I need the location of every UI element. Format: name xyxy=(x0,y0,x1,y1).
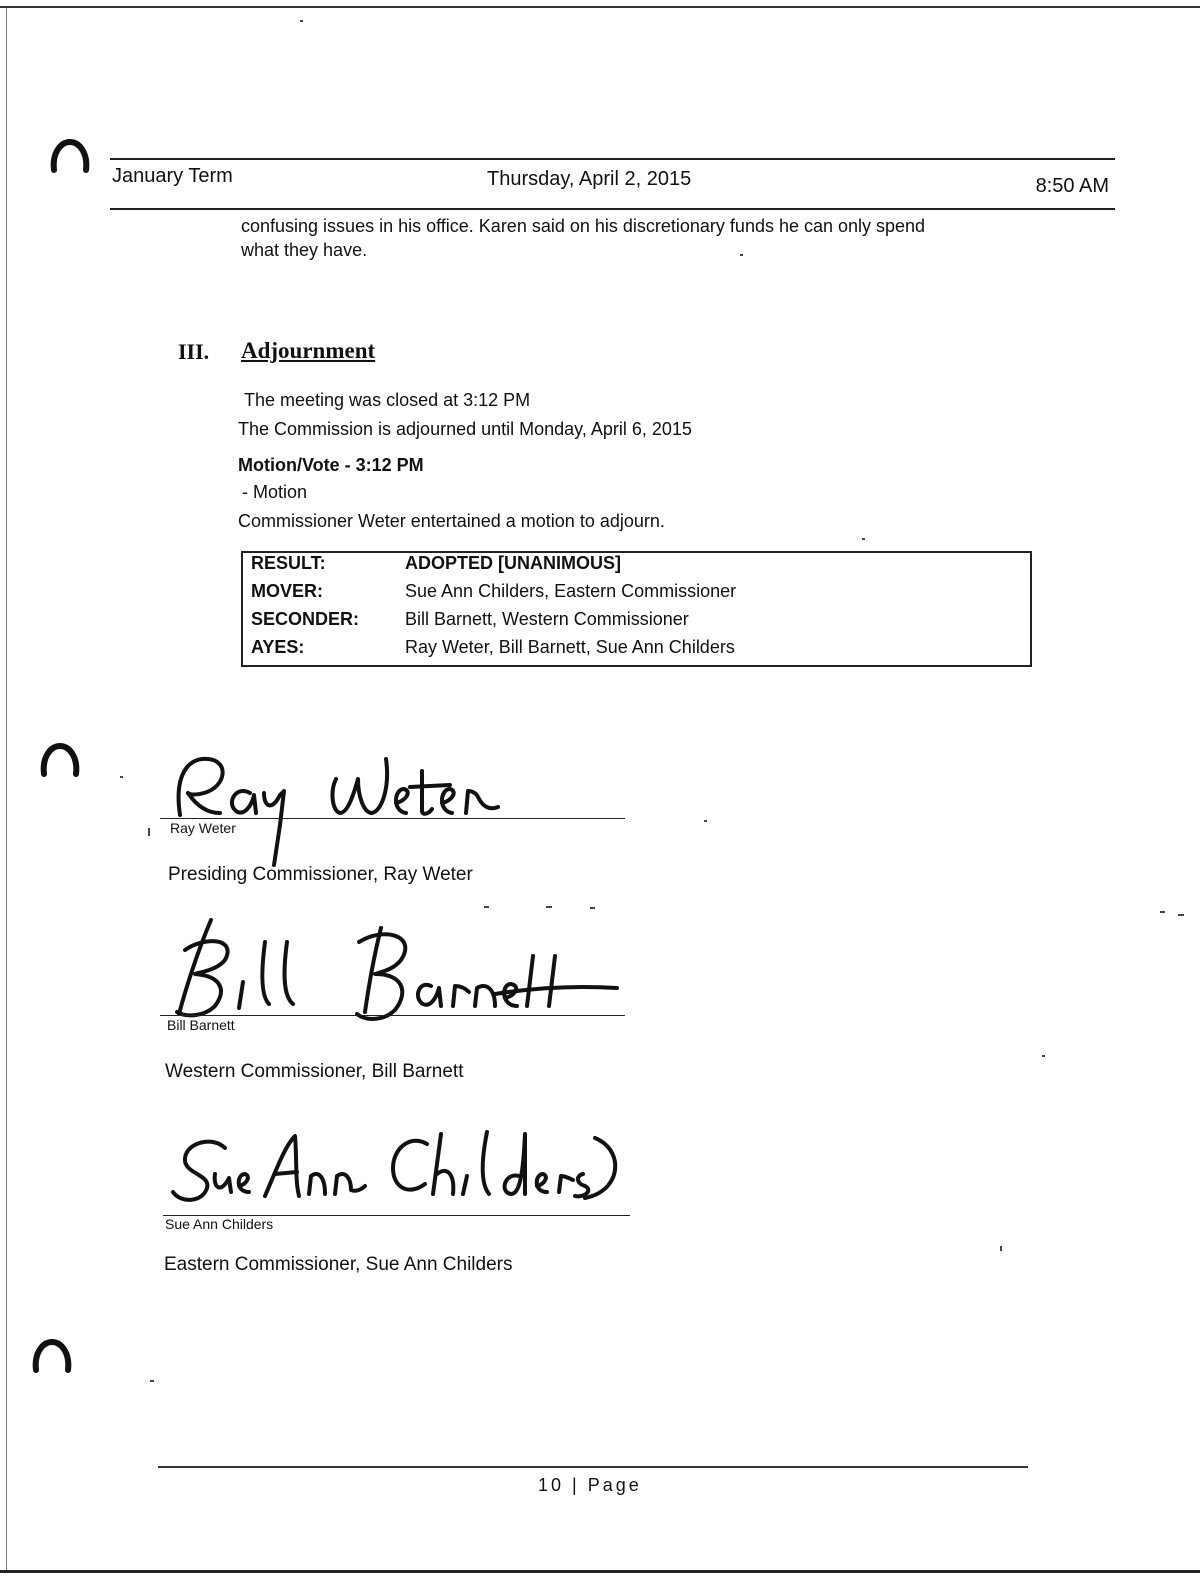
meeting-closed-text: The meeting was closed at 3:12 PM xyxy=(244,390,531,410)
vote-label: MOVER: xyxy=(251,581,323,601)
punch-hole-icon xyxy=(30,1336,74,1380)
vote-value: Sue Ann Childers, Eastern Commissioner xyxy=(405,581,737,601)
signature-line xyxy=(160,818,625,819)
page-top-edge xyxy=(0,6,1200,8)
signer-name: Sue Ann Childers xyxy=(165,1216,274,1232)
scan-speck xyxy=(740,254,743,256)
vote-label: AYES: xyxy=(251,637,305,657)
signature-sue-ann-childers xyxy=(165,1118,625,1218)
scan-speck xyxy=(150,1380,154,1382)
scan-speck xyxy=(120,776,123,778)
scan-speck xyxy=(1178,914,1184,916)
motion-sub-label: - Motion xyxy=(242,482,308,502)
header-term: January Term xyxy=(112,165,233,187)
page-number: 10 | Page xyxy=(538,1475,642,1495)
adjourned-until-text: The Commission is adjourned until Monday, April 6, 2015 xyxy=(238,419,692,439)
punch-hole-icon xyxy=(38,740,82,784)
header-date: Thursday, April 2, 2015 xyxy=(487,168,692,190)
vote-value: Bill Barnett, Western Commissioner xyxy=(405,609,689,629)
signer-name: Bill Barnett xyxy=(167,1017,235,1033)
scan-speck xyxy=(1042,1055,1045,1057)
continuation-line-2: what they have. xyxy=(241,240,368,260)
scan-speck xyxy=(704,820,707,822)
motion-vote-heading: Motion/Vote - 3:12 PM xyxy=(238,455,424,475)
scan-speck xyxy=(546,906,552,908)
document-header xyxy=(110,158,1115,210)
signer-title: Eastern Commissioner, Sue Ann Childers xyxy=(164,1254,513,1275)
section-title: Adjournment xyxy=(241,338,376,363)
vote-label: RESULT: xyxy=(251,553,326,573)
scan-speck xyxy=(1160,911,1165,913)
scan-speck xyxy=(862,538,865,540)
vote-value: Ray Weter, Bill Barnett, Sue Ann Childers xyxy=(405,637,735,657)
motion-text: Commissioner Weter entertained a motion to adjourn. xyxy=(238,511,665,531)
signature-bill-barnett xyxy=(165,912,625,1032)
scan-speck xyxy=(300,20,303,22)
signature-line xyxy=(160,1015,625,1016)
scan-speck xyxy=(148,828,150,836)
scan-speck xyxy=(590,907,595,909)
punch-hole-icon xyxy=(48,136,92,180)
footer-rule xyxy=(158,1466,1028,1468)
signer-name: Ray Weter xyxy=(170,820,236,836)
vote-value: ADOPTED [UNANIMOUS] xyxy=(405,553,621,573)
scan-speck xyxy=(484,906,489,908)
continuation-line-1: confusing issues in his office. Karen said on his discretionary funds he can only spend xyxy=(241,216,926,236)
signer-title: Western Commissioner, Bill Barnett xyxy=(165,1061,464,1082)
section-number: III. xyxy=(178,339,210,364)
header-time: 8:50 AM xyxy=(1035,175,1109,197)
signature-ray-weter xyxy=(160,735,560,885)
scan-speck xyxy=(1000,1246,1002,1251)
vote-label: SECONDER: xyxy=(251,609,360,629)
signer-title: Presiding Commissioner, Ray Weter xyxy=(168,864,473,885)
vote-result-table xyxy=(241,551,1032,667)
page-left-edge xyxy=(6,8,7,1570)
page-bottom-edge xyxy=(0,1570,1200,1573)
